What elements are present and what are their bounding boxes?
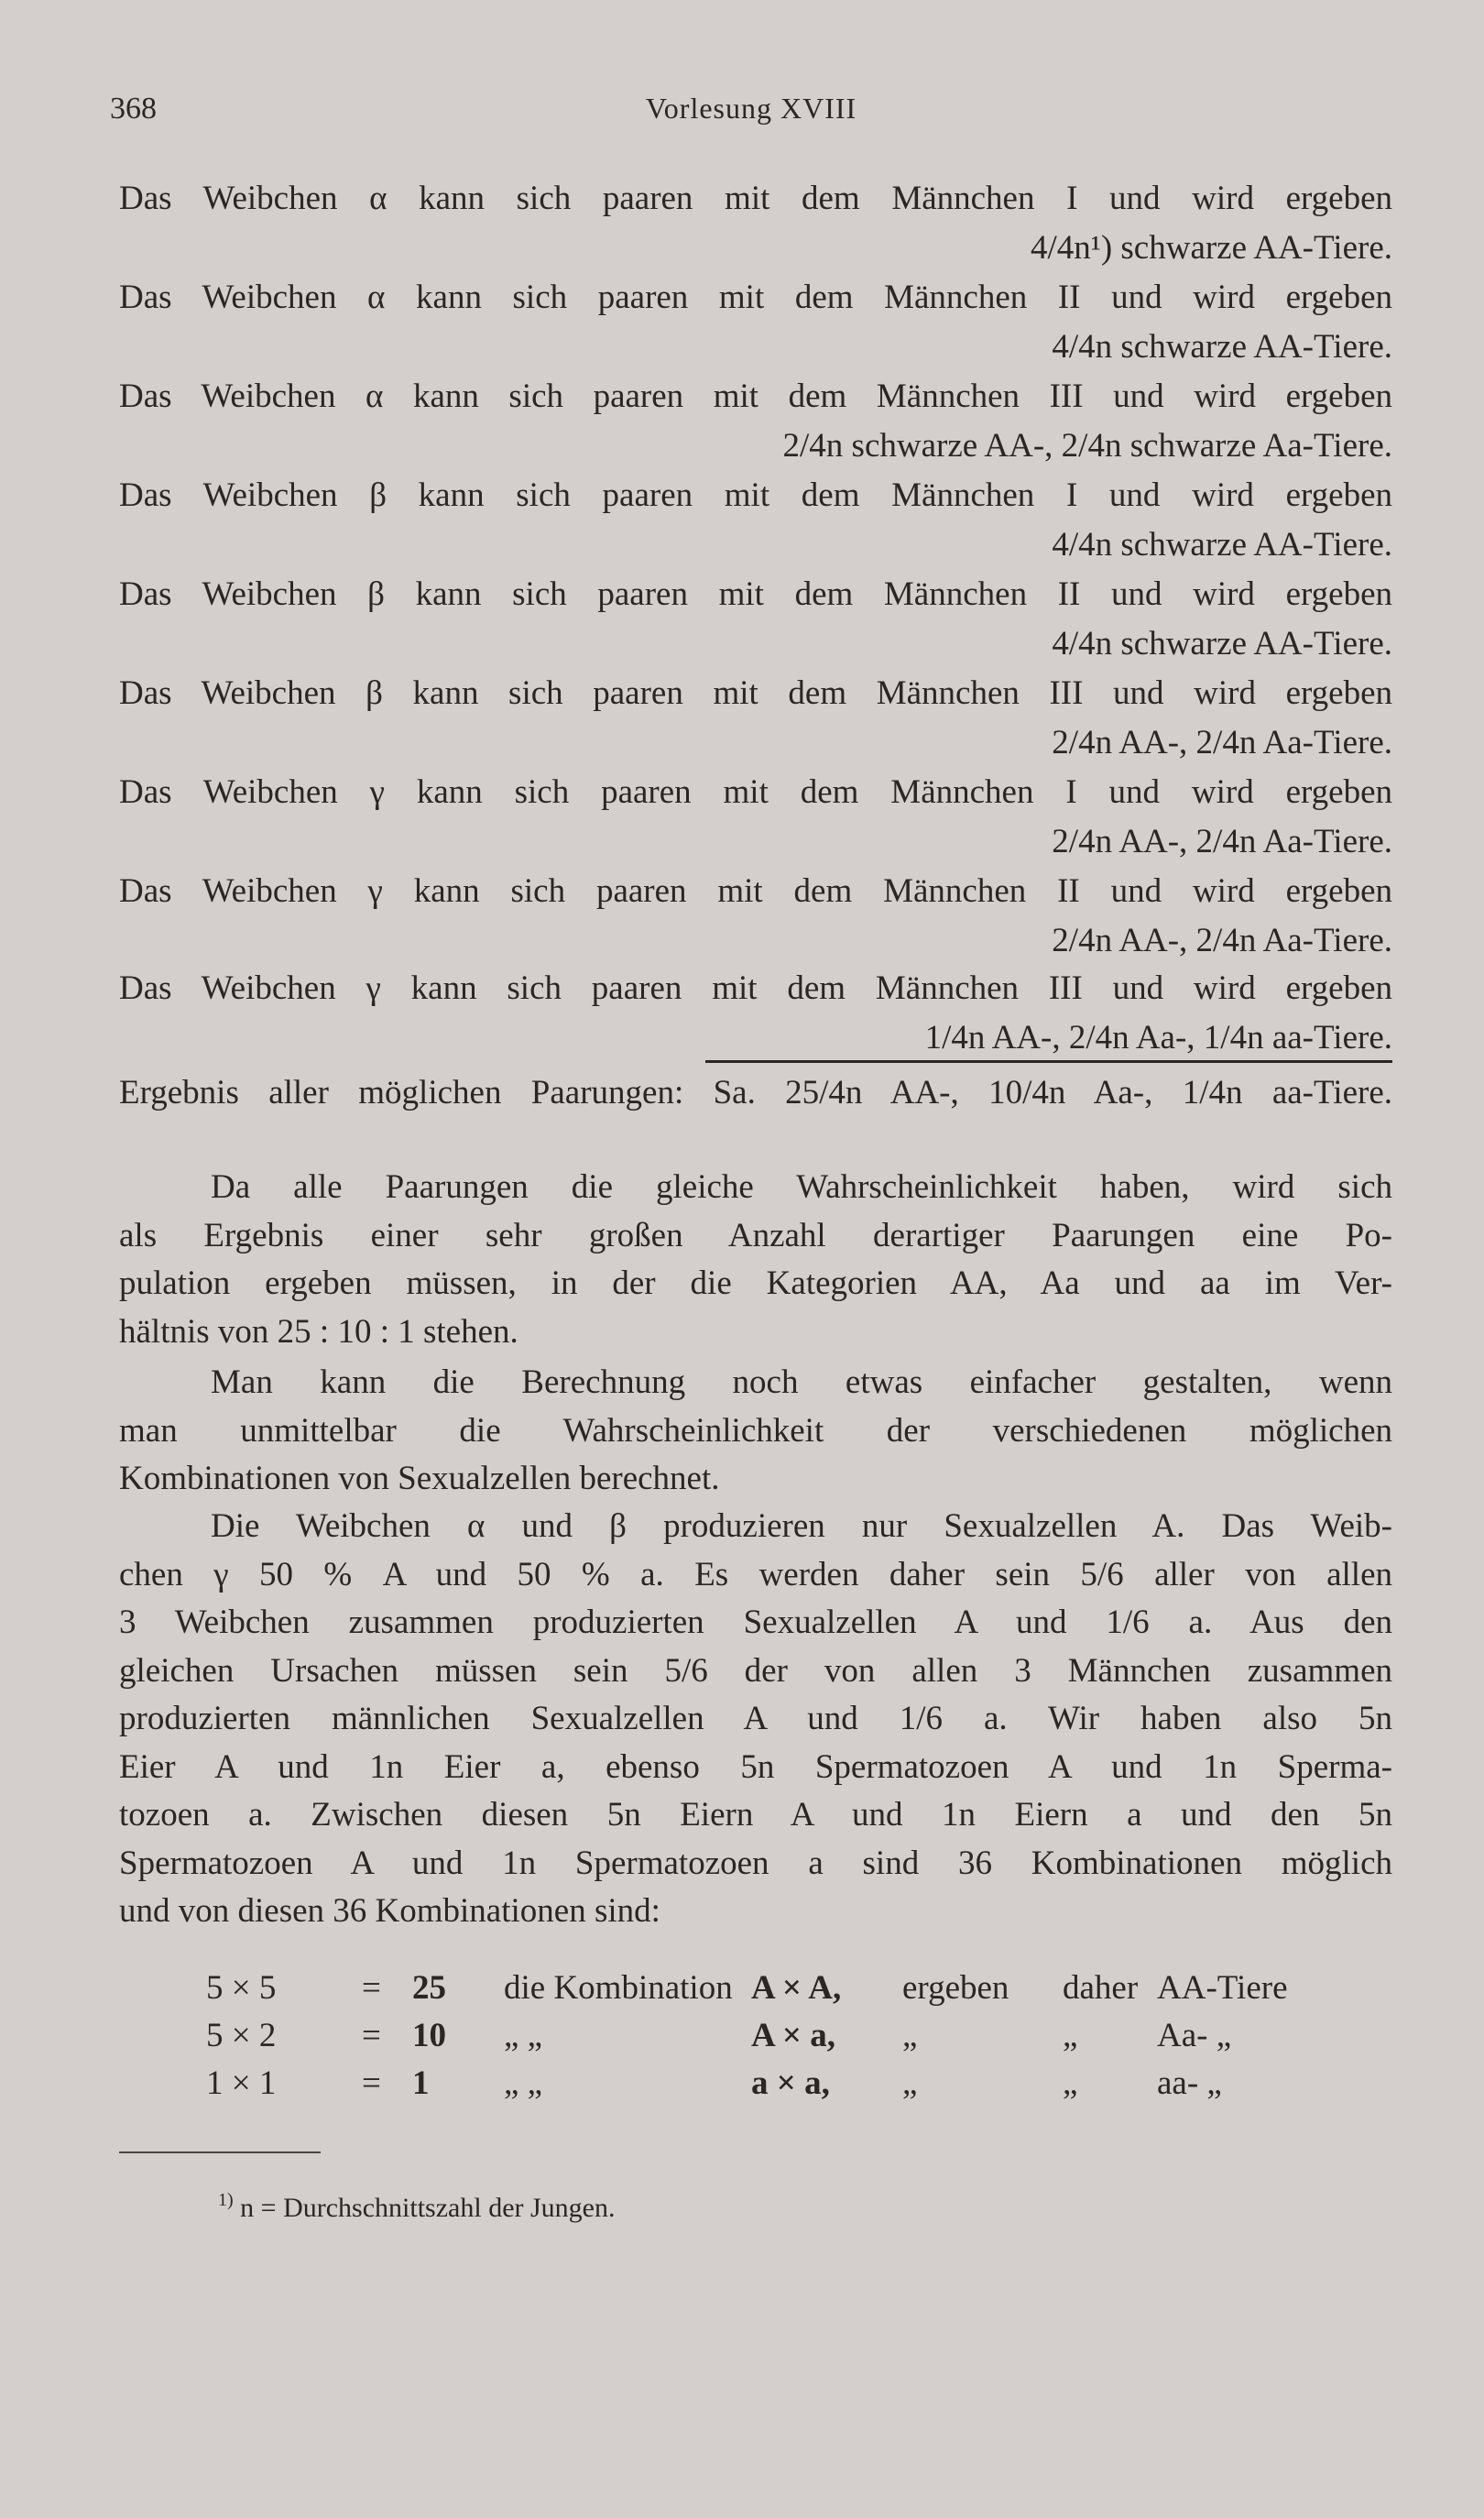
equals-sign: = (362, 1969, 381, 2007)
combination-row (119, 2012, 1392, 2060)
combination-row (119, 2060, 1392, 2107)
paragraph (119, 1164, 1392, 1356)
text-line: Man kann die Berechnung noch etwas einfacher gestalten, wenn (211, 1363, 1392, 1401)
pairing-outcome: 2/4n AA-, 2/4n Aa-Tiere. (1052, 724, 1392, 761)
pairing-entry (119, 471, 1392, 570)
combination-label: „ „ (504, 2064, 543, 2102)
pairing-outcome: 2/4n AA-, 2/4n Aa-Tiere. (1052, 922, 1392, 959)
paragraph (119, 1503, 1392, 1936)
cross-formula: A × A, (751, 1969, 842, 2007)
text-line: Kombinationen von Sexualzellen berechnet. (119, 1460, 720, 1497)
result-verb: „ (902, 2064, 918, 2102)
animal-type: aa- „ (1157, 2064, 1222, 2102)
pairing-entry (119, 570, 1392, 669)
pairing-entry (119, 372, 1392, 471)
animal-type: AA-Tiere (1157, 1969, 1288, 2007)
text-line: chen γ 50 % A und 50 % a. Es werden daher sein 5/6 aller von allen (119, 1555, 1392, 1593)
pairing-line: Das Weibchen α kann sich paaren mit dem Männchen II und wird ergeben (119, 279, 1392, 316)
text-line: als Ergebnis einer sehr großen Anzahl derartiger Paarungen eine Po- (119, 1216, 1392, 1254)
pairing-entry (119, 273, 1392, 372)
text-line: 3 Weibchen zusammen produzierten Sexualzellen A und 1/6 a. Aus den (119, 1604, 1392, 1641)
pairing-outcome: 1/4n AA-, 2/4n Aa-, 1/4n aa-Tiere. (924, 1019, 1392, 1056)
pairing-line: Das Weibchen γ kann sich paaren mit dem Männchen II und wird ergeben (119, 872, 1392, 910)
paragraph (119, 1359, 1392, 1504)
pairing-entry (119, 768, 1392, 867)
pairing-entry (119, 669, 1392, 768)
text-line: und von diesen 36 Kombinationen sind: (119, 1892, 660, 1930)
text-line: man unmittelbar die Wahrscheinlichkeit der verschiedenen möglichen (119, 1411, 1392, 1450)
page-number: 368 (110, 92, 157, 126)
result-adverb: „ (1063, 2064, 1078, 2102)
pairing-outcome: 4/4n schwarze AA-Tiere. (1052, 625, 1392, 662)
pairing-line: Das Weibchen α kann sich paaren mit dem Männchen III und wird ergeben (119, 378, 1392, 415)
pairing-outcome: 4/4n schwarze AA-Tiere. (1052, 526, 1392, 564)
result-line: Ergebnis aller möglichen Paarungen: Sa. 25/4n AA-, 10/4n Aa-, 1/4n aa-Tiere. (119, 1074, 1392, 1111)
pairing-entry (119, 867, 1392, 966)
footnote-rule (119, 2151, 321, 2153)
combination-row (119, 1965, 1392, 2012)
sum-rule (705, 1060, 1392, 1063)
footnote (218, 2190, 616, 2224)
pairing-outcome: 2/4n AA-, 2/4n Aa-Tiere. (1052, 823, 1392, 860)
equals-sign: = (362, 2064, 381, 2102)
product: 5 × 5 (206, 1969, 277, 2007)
footnote-mark: 1) (218, 2190, 234, 2210)
text-line: gleichen Ursachen müssen sein 5/6 der von allen 3 Männchen zusammen (119, 1651, 1392, 1690)
cross-formula: A × a, (751, 2017, 836, 2054)
product-result: 1 (412, 2064, 430, 2102)
combination-label: die Kombination (504, 1969, 733, 2007)
pairing-line: Das Weibchen γ kann sich paaren mit dem Männchen I und wird ergeben (119, 773, 1392, 811)
text-line: tozoen a. Zwischen diesen 5n Eiern A und 1n Eiern a und den 5n (119, 1796, 1392, 1834)
text-line: Da alle Paarungen die gleiche Wahrscheinlichkeit haben, wird sich (211, 1168, 1392, 1206)
text-line: Die Weibchen α und β produzieren nur Sexualzellen A. Das Weib- (211, 1507, 1392, 1545)
result-verb: ergeben (902, 1969, 1009, 2007)
text-line: pulation ergeben müssen, in der die Kategorien AA, Aa und aa im Ver- (119, 1264, 1392, 1302)
combination-table (119, 1965, 1392, 2107)
result-adverb: daher (1063, 1969, 1139, 2007)
result-adverb: „ (1063, 2017, 1078, 2054)
pairing-line: Das Weibchen α kann sich paaren mit dem Männchen I und wird ergeben (119, 180, 1392, 217)
pairing-outcome: 2/4n schwarze AA-, 2/4n schwarze Aa-Tiere. (782, 427, 1392, 465)
pairing-entry (119, 964, 1392, 1063)
pairing-outcome: 4/4n schwarze AA-Tiere. (1052, 328, 1392, 366)
animal-type: Aa- „ (1157, 2017, 1232, 2054)
result-verb: „ (902, 2017, 918, 2054)
pairing-line: Das Weibchen β kann sich paaren mit dem Männchen III und wird ergeben (119, 674, 1392, 712)
pairing-line: Das Weibchen β kann sich paaren mit dem Männchen II und wird ergeben (119, 575, 1392, 613)
text-line: hältnis von 25 : 10 : 1 stehen. (119, 1312, 518, 1351)
product-result: 10 (412, 2017, 446, 2054)
product-result: 25 (412, 1969, 446, 2007)
text-line: produzierten männlichen Sexualzellen A und 1/6 a. Wir haben also 5n (119, 1700, 1392, 1737)
pairing-entry (119, 174, 1392, 273)
pairing-line: Das Weibchen γ kann sich paaren mit dem Männchen III und wird ergeben (119, 969, 1392, 1007)
text-line: Eier A und 1n Eier a, ebenso 5n Spermatozoen A und 1n Sperma- (119, 1747, 1392, 1786)
pairing-line: Das Weibchen β kann sich paaren mit dem Männchen I und wird ergeben (119, 476, 1392, 514)
text-line: Spermatozoen A und 1n Spermatozoen a sind 36 Kombinationen möglich (119, 1844, 1392, 1882)
product: 5 × 2 (206, 2017, 277, 2054)
page-header (110, 92, 1392, 137)
footnote-text: n = Durchschnittszahl der Jungen. (240, 2193, 616, 2223)
equals-sign: = (362, 2017, 381, 2054)
combination-label: „ „ (504, 2017, 543, 2054)
product: 1 × 1 (206, 2064, 277, 2102)
cross-formula: a × a, (751, 2064, 830, 2102)
running-title: Vorlesung XVIII (645, 92, 857, 125)
pairing-outcome: 4/4n¹) schwarze AA-Tiere. (1030, 229, 1392, 267)
